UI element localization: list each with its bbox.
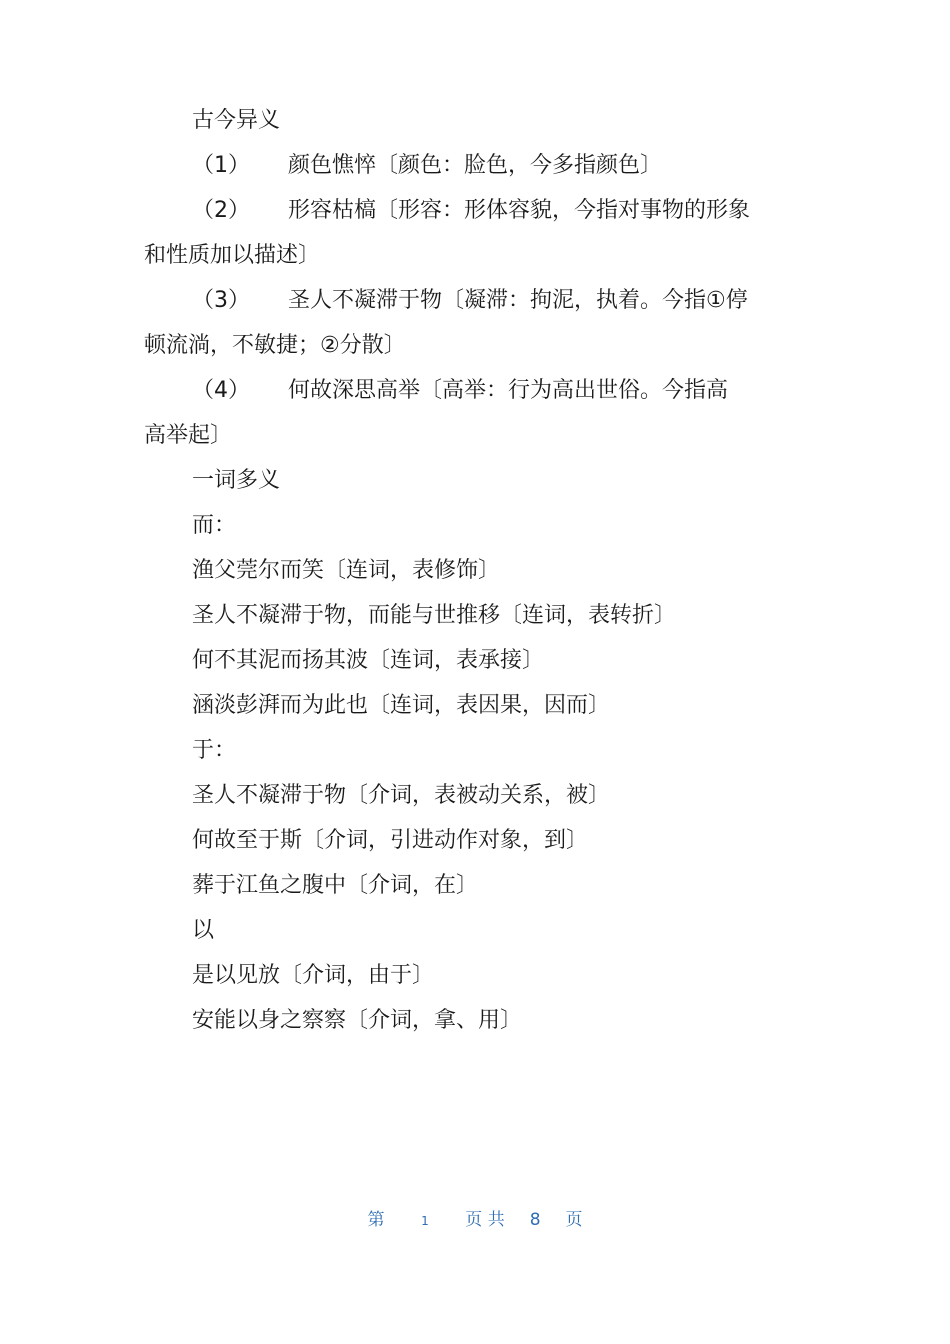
footer-total-pages: 8 — [529, 1210, 541, 1230]
document-body — [144, 98, 804, 1043]
footer-di: 第 — [367, 1210, 385, 1230]
page-footer — [0, 1205, 950, 1230]
example-line: 圣人不凝滞于物，而能与世推移〔连词，表转折〕 — [192, 603, 677, 628]
footer-ye-gong: 页 共 — [465, 1210, 505, 1230]
item-3 — [144, 278, 804, 323]
word-heading-er: 而： — [192, 513, 237, 538]
example-line: 圣人不凝滞于物〔介词，表被动关系，被〕 — [192, 783, 611, 808]
example-line: 是以见放〔介词，由于〕 — [192, 963, 435, 988]
item-4 — [144, 368, 804, 413]
item-number: （4） — [192, 378, 250, 403]
item-1 — [144, 143, 804, 188]
example-line: 葬于江鱼之腹中〔介词，在〕 — [192, 873, 479, 898]
item-2 — [144, 188, 804, 233]
example-line: 安能以身之察察〔介词，拿、用〕 — [192, 1008, 523, 1033]
example-line: 渔父莞尔而笑〔连词，表修饰〕 — [192, 558, 501, 583]
item-text: 颜色憔悴〔颜色：脸色，今多指颜色〕 — [288, 153, 663, 178]
item-number: （1） — [192, 153, 250, 178]
item-number: （3） — [192, 288, 250, 313]
footer-ye: 页 — [565, 1210, 583, 1230]
example-line: 涵淡彭湃而为此也〔连词，表因果，因而〕 — [192, 693, 611, 718]
item-text: 形容枯槁〔形容：形体容貌，今指对事物的形象 — [288, 198, 751, 223]
example-line: 何故至于斯〔介词，引进动作对象，到〕 — [192, 828, 589, 853]
example-line: 何不其泥而扬其波〔连词，表承接〕 — [192, 648, 545, 673]
section-heading-polysemy: 一词多义 — [192, 468, 281, 493]
word-heading-yu: 于： — [192, 738, 237, 763]
footer-page-number: 1 — [421, 1214, 429, 1228]
item-3-continuation: 顿流淌，不敏捷；②分散〕 — [144, 333, 406, 358]
item-2-continuation: 和性质加以描述〕 — [144, 243, 321, 268]
item-number: （2） — [192, 198, 250, 223]
section-heading-ancient-modern: 古今异义 — [192, 108, 281, 133]
item-text: 圣人不凝滞于物〔凝滞：拘泥，执着。今指①停 — [288, 288, 748, 313]
word-heading-yi: 以 — [192, 918, 215, 943]
item-text: 何故深思高举〔高举：行为高出世俗。今指高 — [288, 378, 729, 403]
item-4-continuation: 高举起〕 — [144, 423, 233, 448]
